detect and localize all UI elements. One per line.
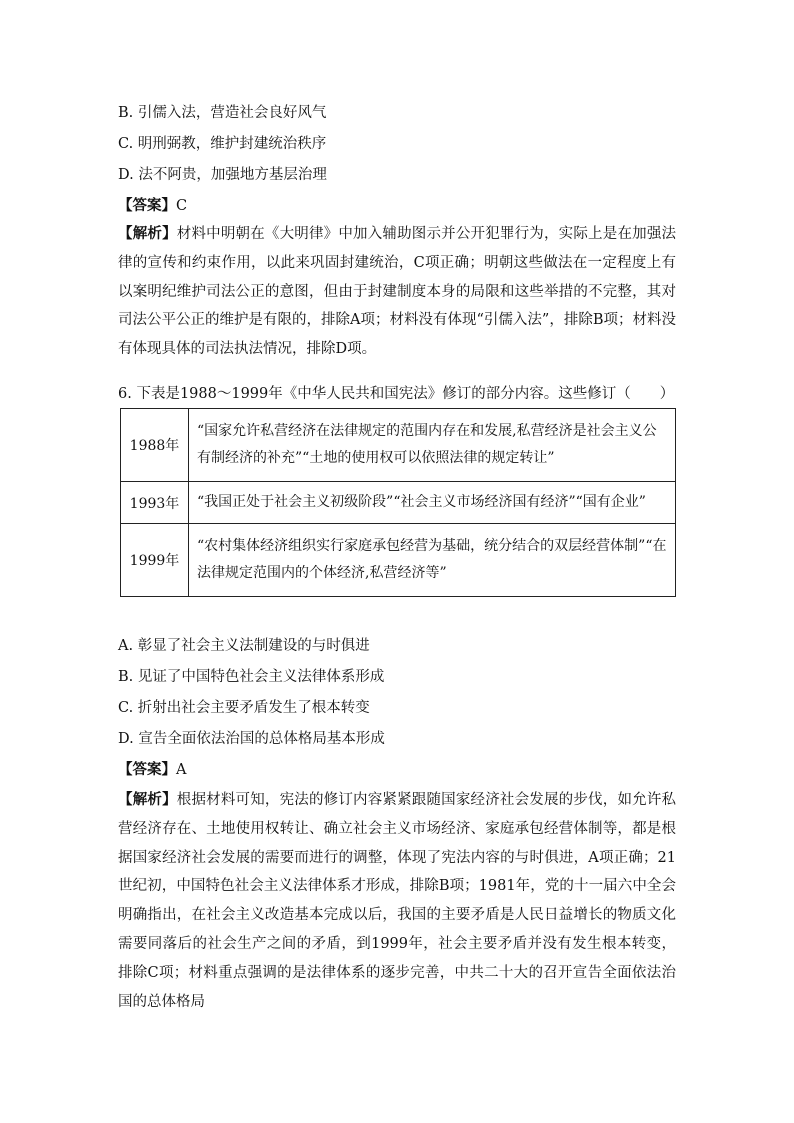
- content-cell: “农村集体经济组织实行家庭承包经营为基础，统分结合的双层经营体制”“在法律规定范围内的个体经济,私营经济等”: [189, 524, 676, 597]
- q5-answer: [118, 197, 678, 215]
- year-cell: 1993年: [121, 482, 189, 524]
- q6-option-d: D. 宣告全面依法治国的总体格局基本形成: [118, 731, 385, 747]
- q5-option-b: B. 引儒入法，营造社会良好风气: [118, 105, 327, 121]
- q6-option-a: A. 彰显了社会主义法制建设的与时俱进: [118, 638, 370, 654]
- answer-value: A: [176, 762, 187, 778]
- q6-answer: [118, 761, 678, 779]
- q5-option-d: D. 法不阿贵，加强地方基层治理: [118, 167, 327, 183]
- q6-option-c: C. 折射出社会主要矛盾发生了根本转变: [118, 700, 370, 716]
- answer-label: 【答案】: [118, 761, 176, 778]
- year-cell: 1988年: [121, 409, 189, 482]
- q6-stem: 6. 下表是1988～1999年《中华人民共和国宪法》修订的部分内容。这些修订（ ）: [118, 386, 675, 402]
- content-cell: “国家允许私营经济在法律规定的范围内存在和发展,私营经济是社会主义公有制经济的补充”“土地的使用权可以依照法律的规定转让”: [189, 409, 676, 482]
- table-row: [121, 524, 676, 597]
- analysis-text: 根据材料可知，宪法的修订内容紧紧跟随国家经济社会发展的步伐，如允许私营经济存在、土地使用权转让、确立社会主义市场经济、家庭承包经营体制等，都是根据国家经济社会发展的需要而进行的调整，体现了宪法内容的与时俱进，A项正确；21世纪初，中国特色社会主义法律体系才形成，排除B项；1981年，党的十一届六中全会明确指出，在社会主义改造基本完成以后，我国的主要矛盾是人民日益增长的物质文化需要同落后的社会生产之间的矛盾，到1999年，社会主要矛盾并没有发生根本转变，排除C项；材料重点强调的是法律体系的逐步完善，中共二十大的召开宣告全面依法治国的总体格局: [118, 792, 677, 1010]
- content-cell: “我国正处于社会主义初级阶段”“社会主义市场经济国有经济”“国有企业”: [189, 482, 676, 524]
- q6-option-b: B. 见证了中国特色社会主义法律体系形成: [118, 669, 385, 685]
- analysis-text: 材料中明朝在《大明律》中加入辅助图示并公开犯罪行为，实际上是在加强法律的宣传和约束作用，以此来巩固封建统治，C项正确；明朝这些做法在一定程度上有以案明纪维护司法公正的意图，但由于封建制度本身的局限和这些举措的不完整，其对司法公平公正的维护是有限的，排除A项；材料没有体现“引儒入法”，排除B项；材料没有体现具体的司法执法情况，排除D项。: [118, 226, 677, 358]
- analysis-label: 【解析】: [118, 225, 177, 242]
- constitution-amendments-table: [120, 408, 676, 597]
- q5-option-c: C. 明刑弼教，维护封建统治秩序: [118, 136, 327, 152]
- year-cell: 1999年: [121, 524, 189, 597]
- answer-value: C: [176, 198, 188, 214]
- q6-analysis: [118, 786, 676, 1016]
- q5-analysis: [118, 220, 676, 364]
- answer-label: 【答案】: [118, 197, 176, 214]
- table-row: [121, 409, 676, 482]
- table-row: [121, 482, 676, 524]
- analysis-label: 【解析】: [118, 791, 177, 808]
